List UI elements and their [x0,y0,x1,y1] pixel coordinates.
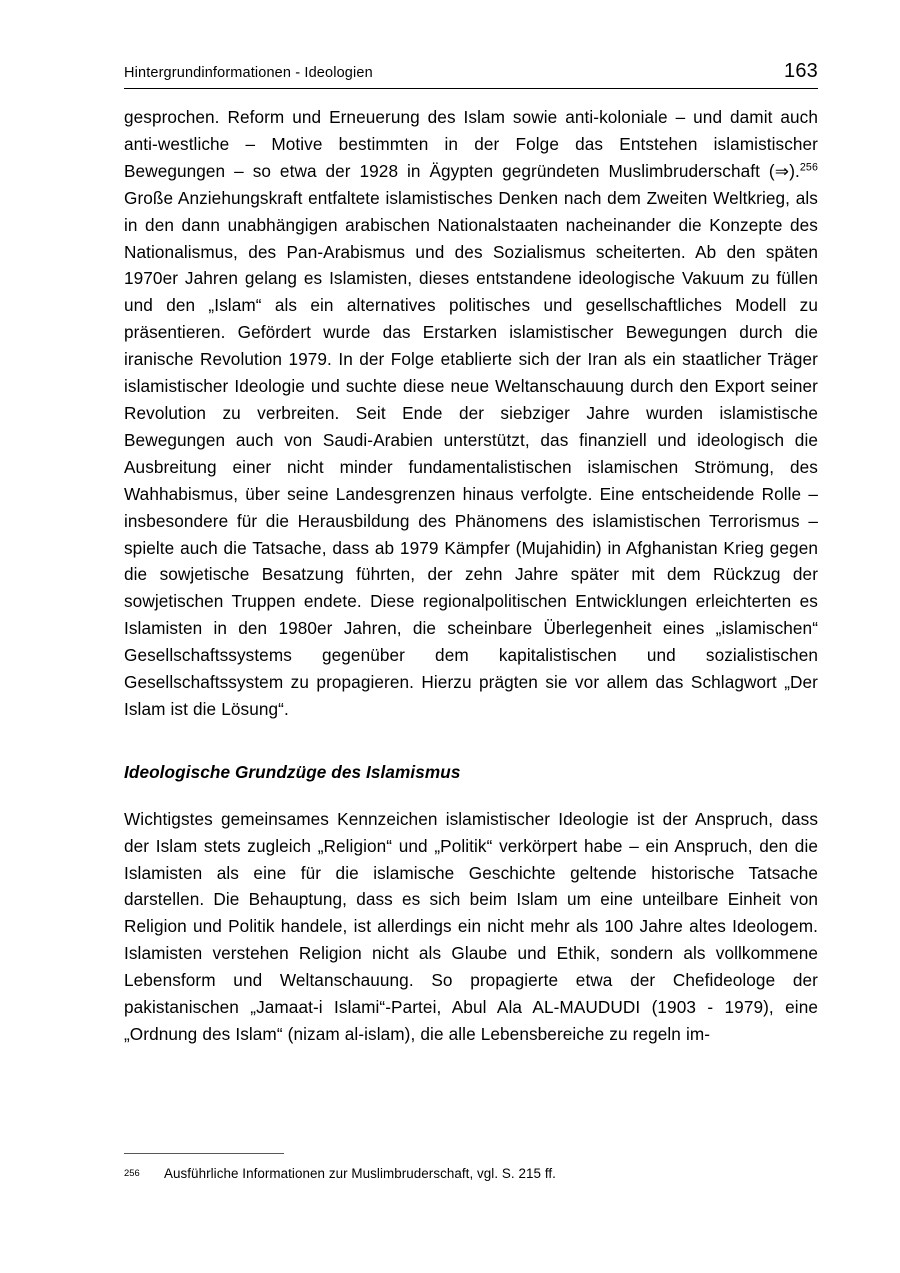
footnote-item [124,1165,818,1183]
footnote-marker-256: 256 [124,1167,140,1178]
footnote-separator [124,1153,284,1154]
paragraph-1 [124,104,818,723]
paragraph-1-text-before-reference: gesprochen. Reform und Erneuerung des Islam sowie anti-koloniale – und damit auch anti-westliche – Motive bestimmten in der Folge das Entstehen islamistischer Bewegungen – so etwa der 1928 in Ägypten gegründeten Muslimbruderschaft ( [124,107,818,181]
paragraph-1-text-after-reference: Große Anziehungskraft entfaltete islamistisches Denken nach dem Zweiten Weltkrieg, als in den dann unabhängigen arabischen Nationalstaaten nacheinander die Konzepte des Nationalismus, des Pan-Arabismus und des Sozialismus scheiterten. Ab den späten 1970er Jahren gelang es Islamisten, dieses entstandene ideologische Vakuum zu füllen und den „Islam“ als ein alternatives politisches und gesellschaftliches Modell zu präsentieren. Gefördert wurde das Erstarken islamistischer Bewegungen durch die iranische Revolution 1979. In der Folge etablierte sich der Iran als ein staatlicher Träger islamistischer Ideologie und suchte diese neue Weltanschauung durch den Export seiner Revolution zu verbreiten. Seit Ende der siebziger Jahre wurden islamistische Bewegungen auch von Saudi-Arabien unterstützt, das finanziell und ideologisch die Ausbreitung einer nicht minder fundamentalistischen islamischen Strömung, des Wahhabismus, über seine Landesgrenzen hinaus verfolgte. Eine entscheidende Rolle – insbesondere für die Herausbildung des Phänomens des islamistischen Terrorismus – spielte auch die Tatsache, dass ab 1979 Kämpfer (Mujahidin) in Afghanistan Krieg gegen die sowjetische Besatzung führten, der zehn Jahre später mit dem Rückzug der sowjetischen Truppen endete. Diese regionalpolitischen Entwicklungen erleichterten es Islamisten in den 1980er Jahren, die scheinbare Überlegenheit eines „islamischen“ Gesellschaftssystems gegenüber dem kapitalistischen und sozialistischen Gesellschaftssystem zu propagieren. Hierzu prägten sie vor allem das Schlagwort „Der Islam ist die Lösung“. [124,187,818,719]
cross-reference-arrow-icon: ⇒ [774,160,790,181]
page-number: 163 [784,60,818,82]
running-header [124,61,818,82]
header-divider [124,88,818,89]
section-heading: Ideologische Grundzüge des Islamismus [124,761,461,782]
footnote-area [124,1153,818,1183]
footnote-reference-256[interactable]: 256 [799,161,818,174]
main-text-column [124,104,818,1048]
paragraph-1-reference-close: ). [789,160,800,181]
header-title: Hintergrundinformationen - Ideologien [124,65,373,81]
footnote-text: Ausführliche Informationen zur Muslimbruderschaft, vgl. S. 215 ff. [164,1166,556,1181]
paragraph-2: Wichtigstes gemeinsames Kennzeichen islamistischer Ideologie ist der Anspruch, dass der Islam stets zugleich „Religion“ und „Politik“ verkörpert habe – ein Anspruch, den die Islamisten als eine für die islamische Geschichte geltende historische Tatsache darstellen. Die Behauptung, dass es sich beim Islam um eine unteilbare Einheit von Religion und Politik handele, ist allerdings ein nicht mehr als 100 Jahre altes Ideologem. Islamisten verstehen Religion nicht als Glaube und Ethik, sondern als vollkommene Lebensform und Weltanschauung. So propagierte etwa der Chefideologe der pakistanischen „Jamaat-i Islami“-Partei, Abul Ala AL-MAUDUDI (1903 - 1979), eine „Ordnung des Islam“ (nizam al-islam), die alle Lebensbereiche zu regeln im- [124,808,818,1044]
spacer-above-heading [124,723,818,759]
spacer-below-heading [124,786,818,806]
